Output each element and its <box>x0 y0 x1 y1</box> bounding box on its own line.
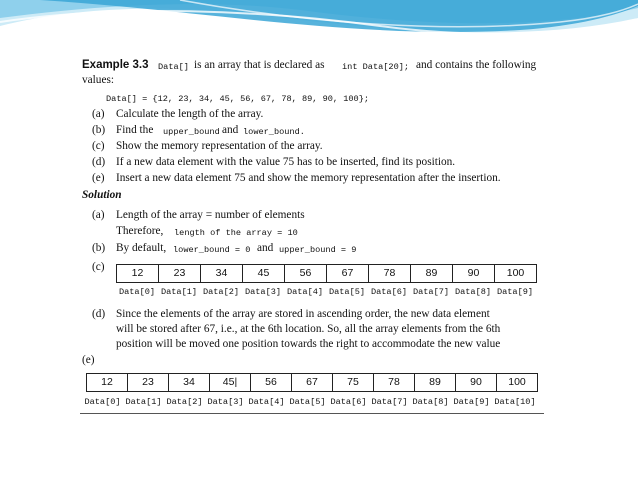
intro-code-data: Data[] <box>158 62 189 72</box>
array-e-cell: 89 <box>415 374 456 391</box>
question-c-label: (c) <box>92 140 105 152</box>
question-b-text-2: and <box>222 124 239 136</box>
solution-heading: Solution <box>82 189 122 201</box>
array-e-index-row <box>82 397 538 407</box>
solution-b-code-1: lower_bound = 0 <box>173 245 251 255</box>
solution-b-code-2: upper_bound = 9 <box>279 245 357 255</box>
solution-a-text: Length of the array = number of elements <box>116 209 305 221</box>
array-e-cell: 56 <box>251 374 292 391</box>
question-c-text: Show the memory representation of the array. <box>116 140 323 152</box>
array-e-index: Data[2] <box>166 397 203 407</box>
question-e-label: (e) <box>92 172 105 184</box>
solution-b-text-2: and <box>257 242 274 254</box>
textbook-page <box>76 52 562 444</box>
array-c-index: Data[2] <box>202 287 240 297</box>
array-e-cell: 45| <box>210 374 251 391</box>
solution-c-label: (c) <box>92 261 105 273</box>
array-e-index: Data[9] <box>453 397 490 407</box>
memory-array-e <box>86 373 538 392</box>
solution-a-label: (a) <box>92 209 105 221</box>
example-heading: Example 3.3 <box>82 59 149 71</box>
array-c-index: Data[0] <box>118 287 156 297</box>
array-e-index: Data[4] <box>248 397 285 407</box>
array-c-index: Data[5] <box>328 287 366 297</box>
array-c-index: Data[9] <box>496 287 534 297</box>
array-e-cell: 78 <box>374 374 415 391</box>
question-b-code-2: lower_bound. <box>243 127 305 137</box>
question-b-code-1: upper_bound <box>163 127 220 137</box>
array-declaration: Data[] = {12, 23, 34, 45, 56, 67, 78, 89, 90, 100}; <box>106 94 370 104</box>
array-e-cell: 67 <box>292 374 333 391</box>
intro-text-1: is an array that is declared as <box>194 59 325 71</box>
question-d-label: (d) <box>92 156 106 168</box>
solution-d-line: position will be moved one position towards the right to accommodate the new value <box>116 338 501 350</box>
array-c-index: Data[3] <box>244 287 282 297</box>
array-e-cell: 75 <box>333 374 374 391</box>
array-e-index: Data[7] <box>371 397 408 407</box>
array-c-index: Data[6] <box>370 287 408 297</box>
solution-d-label: (d) <box>92 308 106 320</box>
array-c-index-row <box>116 287 536 297</box>
bottom-divider <box>80 413 544 414</box>
array-e-cell: 12 <box>87 374 128 391</box>
intro-text-2: and contains the following <box>416 59 537 71</box>
array-e-cell: 23 <box>128 374 169 391</box>
solution-e-label: (e) <box>82 354 95 366</box>
array-e-cell: 100 <box>508 376 526 388</box>
array-c-cell: 34 <box>201 265 243 282</box>
array-e-index: Data[6] <box>330 397 367 407</box>
question-a-text: Calculate the length of the array. <box>116 108 264 120</box>
array-c-index: Data[7] <box>412 287 450 297</box>
array-c-cell: 12 <box>117 265 159 282</box>
intro-line-2: values: <box>82 74 114 86</box>
array-c-cell: 89 <box>411 265 453 282</box>
question-a-label: (a) <box>92 108 105 120</box>
question-d-text: If a new data element with the value 75 has to be inserted, find its position. <box>116 156 456 168</box>
question-e-text: Insert a new data element 75 and show the memory representation after the insertion. <box>116 172 501 184</box>
array-e-index: Data[5] <box>289 397 326 407</box>
array-e-index: Data[10] <box>494 397 536 407</box>
solution-a-code: length of the array = 10 <box>174 228 298 238</box>
array-c-index: Data[4] <box>286 287 324 297</box>
solution-a-therefore: Therefore, <box>116 225 164 237</box>
array-e-cell: 90 <box>456 374 497 391</box>
memory-array-c <box>116 264 537 283</box>
array-c-cell: 56 <box>285 265 327 282</box>
intro-code-declaration: int Data[20]; <box>342 62 410 72</box>
array-e-index: Data[0] <box>84 397 121 407</box>
array-c-index: Data[8] <box>454 287 492 297</box>
solution-b-label: (b) <box>92 242 106 254</box>
array-c-cell: 90 <box>453 265 495 282</box>
array-e-index: Data[3] <box>207 397 244 407</box>
array-c-cell: 45 <box>243 265 285 282</box>
question-b-text-1: Find the <box>116 124 154 136</box>
array-c-cell: 78 <box>369 265 411 282</box>
array-c-cell: 100 <box>506 267 525 279</box>
array-e-cell: 34 <box>169 374 210 391</box>
array-c-index: Data[1] <box>160 287 198 297</box>
solution-b-text-1: By default, <box>116 242 167 254</box>
array-c-cell: 67 <box>327 265 369 282</box>
solution-d-line: will be stored after 67, i.e., at the 6th location. So, all the array elements from the 6th <box>116 323 501 335</box>
array-e-index: Data[1] <box>125 397 162 407</box>
solution-d-line: Since the elements of the array are stored in ascending order, the new data element <box>116 308 490 320</box>
array-e-index: Data[8] <box>412 397 449 407</box>
array-c-cell: 23 <box>159 265 201 282</box>
question-b-label: (b) <box>92 124 106 136</box>
